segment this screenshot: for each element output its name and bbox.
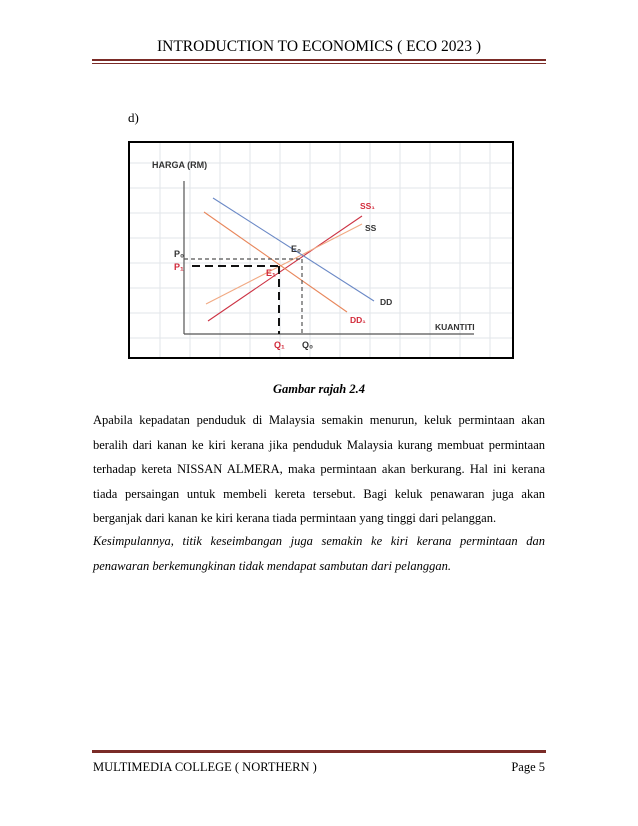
figure-caption: Gambar rajah 2.4	[272, 382, 366, 396]
supply-demand-diagram	[128, 141, 514, 359]
footer-rule	[92, 750, 546, 753]
diagram-canvas	[130, 143, 512, 357]
body-paragraph: Apabila kepadatan penduduk di Malaysia semakin menurun, keluk permintaan akan beralih dari kanan ke kiri kerana jika penduduk Malaysia kurang membuat permintaan terhadap kereta NISSAN ALMERA, maka permintaan akan berkurang. Hal ini kerana tiada persaingan untuk membeli kereta tersebut. Bagi keluk penawaran juga akan berganjak dari kanan ke kiri kerana tiada permintaan yang tinggi dari pelanggan.	[93, 413, 545, 526]
ss-curve	[206, 224, 362, 304]
p1-label: P₁	[174, 262, 184, 272]
q1-label: Q₁	[274, 340, 285, 350]
y-axis-label: HARGA (RM)	[152, 160, 208, 170]
p0-label: P₀	[174, 249, 185, 259]
ss-label: SS	[365, 223, 377, 233]
dd1-curve	[204, 212, 347, 312]
ss1-label: SS₁	[360, 201, 375, 211]
e1-label: E₁	[266, 268, 276, 278]
conclusion-paragraph: Kesimpulannya, titik keseimbangan juga semakin ke kiri kerana permintaan dan penawaran berkemungkinan tidak mendapat sambutan dari pelanggan.	[93, 534, 545, 573]
page-header-title: INTRODUCTION TO ECONOMICS ( ECO 2023 )	[156, 38, 482, 55]
page-number: Page 5	[511, 760, 545, 774]
q0-label: Q₀	[302, 340, 314, 350]
header-rule	[92, 59, 546, 64]
section-label: d)	[128, 110, 139, 125]
dd1-label: DD₁	[350, 315, 366, 325]
footer-college: MULTIMEDIA COLLEGE ( NORTHERN )	[93, 760, 317, 774]
dd-label: DD	[380, 297, 393, 307]
x-axis-label: KUANTITI	[435, 322, 475, 332]
e0-label: E₀	[291, 244, 302, 254]
